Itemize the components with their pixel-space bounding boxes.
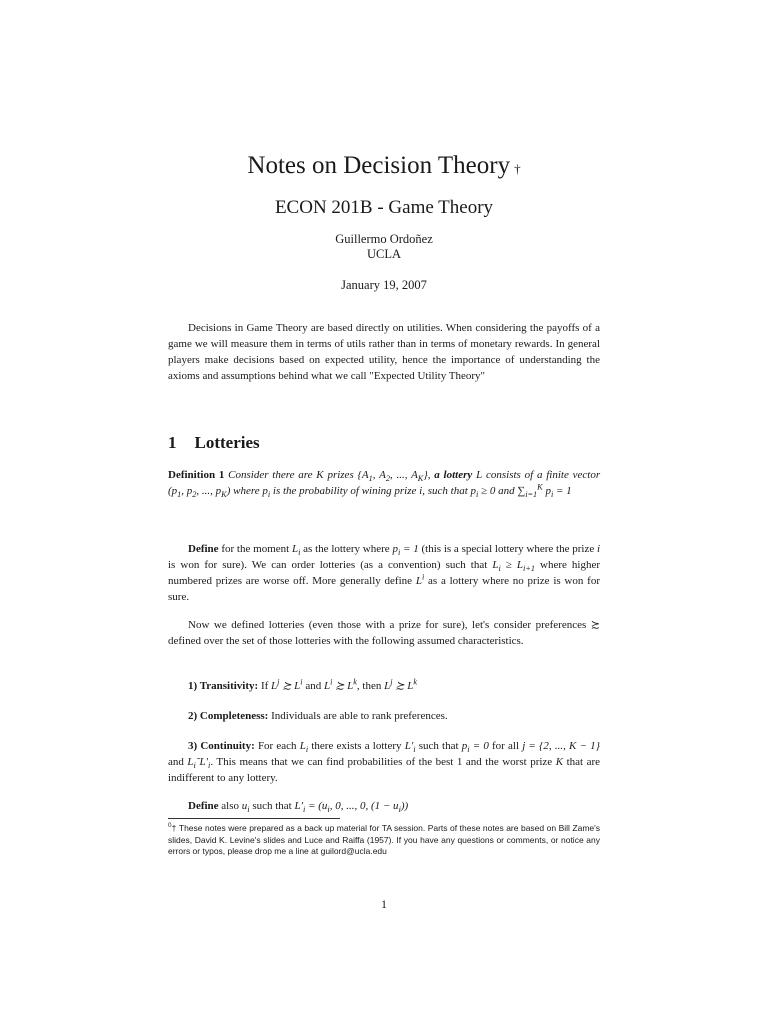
axiom-transitivity: 1) Transitivity: If $L^j$ ≿ $L^i$ and $L^i$ ≿ $L^k$, then $L^j$ ≿ $L^k$ (188, 677, 418, 692)
preferences-paragraph: Now we defined lotteries (even those with a prize for sure), let's consider preferences ≿ defined over the set of those lotteries with the following assumed characteristics. (168, 619, 600, 647)
paper-subtitle: ECON 201B - Game Theory (274, 197, 494, 218)
axiom-continuity: 3) Continuity: For each $L_i$ there exists a lottery $L'_i$ such that $p_i = 0$ for all j = {2, ..., K − 1} and $L_i˜L'_i$. This means that we can find probabilities of the best 1 and the worst prize K that are indifferent to any lottery. (168, 740, 601, 784)
definition-label: Definition 1 (168, 469, 225, 481)
footnote-rule (168, 818, 340, 819)
define-paragraph-2: Define also $u_i$ such that $L'_i = (u_i$, 0, ..., 0, $(1 - u_i)$) (188, 800, 409, 815)
define-paragraph-1: Define for the moment $L_i$ as the lottery where $p_i = 1$ (this is a special lottery where the prize i is won for sure). We can order lotteries (as a convention) such that $L_i \ge L_{i+1}$ where higher numbered prizes are worse off. More generally define $L^i$ as a lottery where no prize is won for sure. (168, 543, 601, 603)
section-title: Lotteries (194, 433, 260, 452)
author-name: Guillermo Ordoñez (335, 232, 433, 246)
author-affiliation: UCLA (366, 247, 402, 261)
footnote-mark: 0 (168, 822, 172, 830)
paper-title: Notes on Decision Theory † (247, 152, 521, 179)
paper-date: January 19, 2007 (341, 278, 427, 292)
author-block (0, 232, 768, 262)
footnote-text: † These notes were prepared as a back up material for TA session. Parts of these notes are based on Bill Zame's slides, David K. Levine's slides and Luce and Raiffa (1957). If you have any questions or comments, or notice any errors or typos, please drop me a line at guilord@ucla.edu (168, 823, 600, 856)
footnote (168, 823, 600, 858)
page-number: 1 (381, 897, 387, 911)
section-heading (168, 433, 260, 453)
title-dagger-mark: † (514, 161, 521, 176)
abstract-paragraph: Decisions in Game Theory are based directly on utilities. When considering the payoffs of a game we will measure them in terms of utils rather than in terms of monetary rewards. In general players make decisions based on expected utility, hence the importance of understanding the axioms and assumptions behind what we call "Expected Utility Theory" (168, 322, 600, 382)
definition-block: Definition 1 Consider there are K prizes {$A_1$, $A_2$, ..., $A_K$}, a lottery L consists of a finite vector ($p_1$, $p_2$, ..., $p_K$) where $p_i$ is the probability of wining prize i, such that $p_i \ge 0$ and $\sum_{i=1}^K$ $p_i = 1$ (168, 469, 601, 500)
axiom-completeness: 2) Completeness: Individuals are able to rank preferences. (188, 710, 448, 722)
section-number: 1 (168, 433, 177, 452)
